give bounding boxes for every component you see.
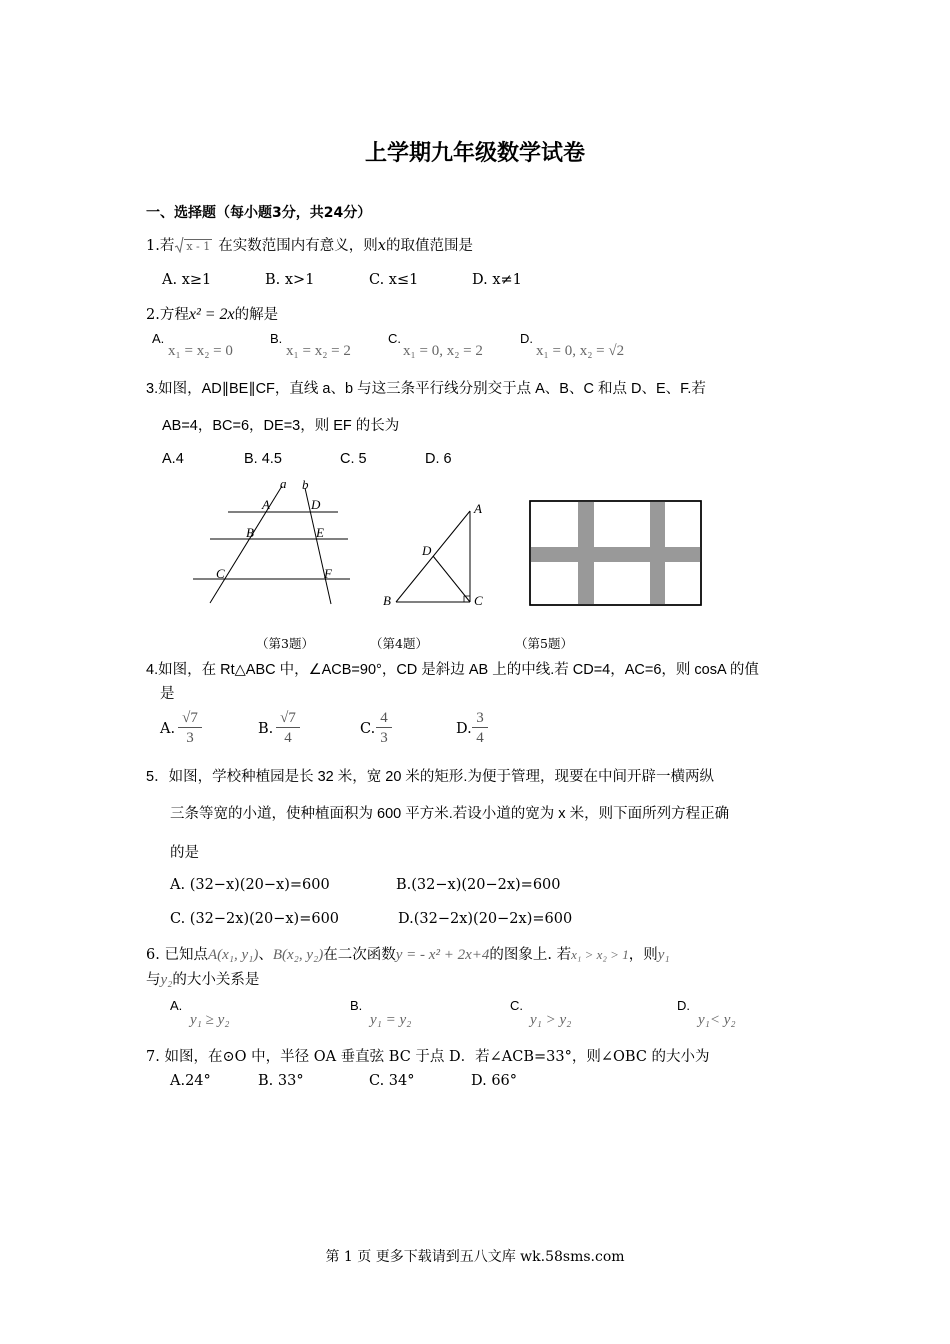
q2-text: 的解是 [234,307,279,323]
q7-option-d: D. 66° [471,1073,518,1089]
q6-text-5: 的大小关系是 [172,972,260,988]
q1-option-d: D. x≠1 [472,272,522,288]
q6-option-b: y₁ = y₂ [370,1012,412,1028]
q1-var: x [377,238,386,254]
q2-option-a: x₁ = x₂ = 0 [168,343,233,359]
q2-label-d: D. [520,331,533,346]
q6-option-d: y₁< y₂ [698,1012,736,1028]
question-5-line-2: 三条等宽的小道，使种植面积为 600 平方米.若设小道的宽为 x 米，则下面所列方程正确 [170,806,730,822]
figure-4-right-triangle [378,498,493,610]
q1-text: 在实数范围内有意义，则 [218,238,378,254]
question-4-line-1: 4.如图，在 Rt△ABC 中，∠ACB=90°，CD 是斜边 AB 上的中线.若 CD=4，AC=6，则 cosA 的值 [146,662,759,678]
q4-c-numerator: 4 [376,709,392,728]
caption-figure-3: （第3题） [256,636,314,651]
question-5-line-3: 的是 [170,845,199,861]
q6-condition: x₁ > x₂ > 1 [571,947,629,962]
q6-text: 在二次函数 [323,947,396,963]
label-D: D [311,497,321,512]
line-a [210,486,282,603]
label-a: a [280,476,287,491]
q1-prefix: 1.若 [146,238,175,254]
label-C: C [216,566,225,581]
q3-option-a: A.4 [162,451,184,467]
sqrt-symbol [174,237,184,253]
label-B: B [383,593,391,608]
q2-prefix: 2.方程 [146,307,189,323]
q4-c-denominator: 3 [380,730,388,746]
q6-text-4: 与 [146,972,161,988]
q6-prefix: 6. 已知点 [146,947,208,963]
q6-label-c: C. [510,998,523,1013]
label-b: b [302,477,309,492]
q4-d-denominator: 4 [476,730,484,746]
q1-text-2: 的取值范围是 [385,238,473,254]
q5-option-d: D.(32−2x)(20−2x)=600 [398,911,573,927]
q6-function: y = - x² + 2x+4 [395,947,490,963]
q6-y2: y₂ [160,972,173,988]
q2-option-b: x₁ = x₂ = 2 [286,343,351,359]
q6-label-b: B. [350,998,363,1013]
q1-option-a: A. x≥1 [162,272,212,288]
label-D: D [422,543,432,558]
q2-equation: x² = 2x [188,306,235,323]
q4-a-denominator: 3 [186,730,194,746]
caption-figure-5: （第5题） [515,636,573,651]
q4-d-numerator: 3 [472,709,488,728]
q6-point-b: B(x₂, y₂) [272,947,324,963]
figure-5-garden-rectangle [529,500,703,608]
q7-option-c: C. 34° [369,1073,415,1089]
label-B: B [246,525,254,540]
q6-y1: y₁ [657,947,670,963]
q6-option-a: y₁ ≥ y₂ [190,1012,230,1028]
label-F: F [324,566,332,581]
q2-label-b: B. [270,331,283,346]
question-7: 7. 如图，在⊙O 中，半径 OA 垂直弦 BC 于点 D．若∠ACB=33°，则∠OBC 的大小为 [146,1049,710,1065]
median-CD [433,556,470,602]
q2-label-a: A. [152,331,165,346]
q2-label-c: C. [388,331,401,346]
q1-option-c: C. x≤1 [369,272,419,288]
q5-option-c: C. (32−2x)(20−x)=600 [170,911,340,927]
q6-text-2: 的图象上. 若 [489,947,572,963]
label-C: C [474,593,483,608]
q7-option-b: B. 33° [258,1073,304,1089]
sqrt-expression: x - 1 [176,237,216,257]
question-3-line-2: AB=4，BC=6，DE=3，则 EF 的长为 [162,418,400,434]
horizontal-path [530,547,701,562]
page-footer: 第 1 页 更多下载请到五八文库 wk.58sms.com [325,1249,625,1265]
page-title: 上学期九年级数学试卷 [364,141,585,166]
q1-option-b: B. x>1 [265,272,315,288]
label-A: A [474,501,482,516]
q3-option-c: C. 5 [340,451,367,467]
question-5-line-1: 5．如图，学校种植园是长 32 米，宽 20 米的矩形.为便于管理，现要在中间开辟一横两纵 [146,769,714,785]
label-A: A [262,497,270,512]
q6-option-c: y₁ > y₂ [530,1012,572,1028]
q6-point-a: A(x₁, y₁) [207,947,259,963]
q5-option-a: A. (32−x)(20−x)=600 [170,877,330,893]
q6-label-a: A. [170,998,183,1013]
q6-text-3: ，则 [628,947,658,963]
question-2 [146,305,278,325]
question-1 [146,236,473,257]
q6-separator: 、 [258,947,273,963]
question-6-line-2 [146,970,259,990]
question-3-line-1: 3.如图，AD∥BE∥CF，直线 a、b 与这三条平行线分别交于点 A、B、C 和点 D、E、F.若 [146,381,706,397]
q3-option-b: B. 4.5 [244,451,282,467]
q3-option-d: D. 6 [425,451,452,467]
q2-option-d: x₁ = 0, x₂ = √2 [536,343,625,359]
q4-b-numerator: √7 [276,709,300,728]
q7-option-a: A.24° [170,1073,211,1089]
q5-option-b: B.(32−x)(20−2x)=600 [396,877,561,893]
caption-figure-4: （第4题） [370,636,428,651]
question-6-line-1 [146,945,670,965]
label-E: E [316,525,324,540]
question-4-line-2: 是 [160,686,175,702]
q4-b-denominator: 4 [284,730,292,746]
q4-a-numerator: √7 [178,709,202,728]
figure-3-parallel-lines [190,476,360,610]
q6-label-d: D. [677,998,690,1013]
q2-option-c: x₁ = 0, x₂ = 2 [403,343,483,359]
section-heading: 一、选择题（每小题3分，共24分） [146,205,372,221]
